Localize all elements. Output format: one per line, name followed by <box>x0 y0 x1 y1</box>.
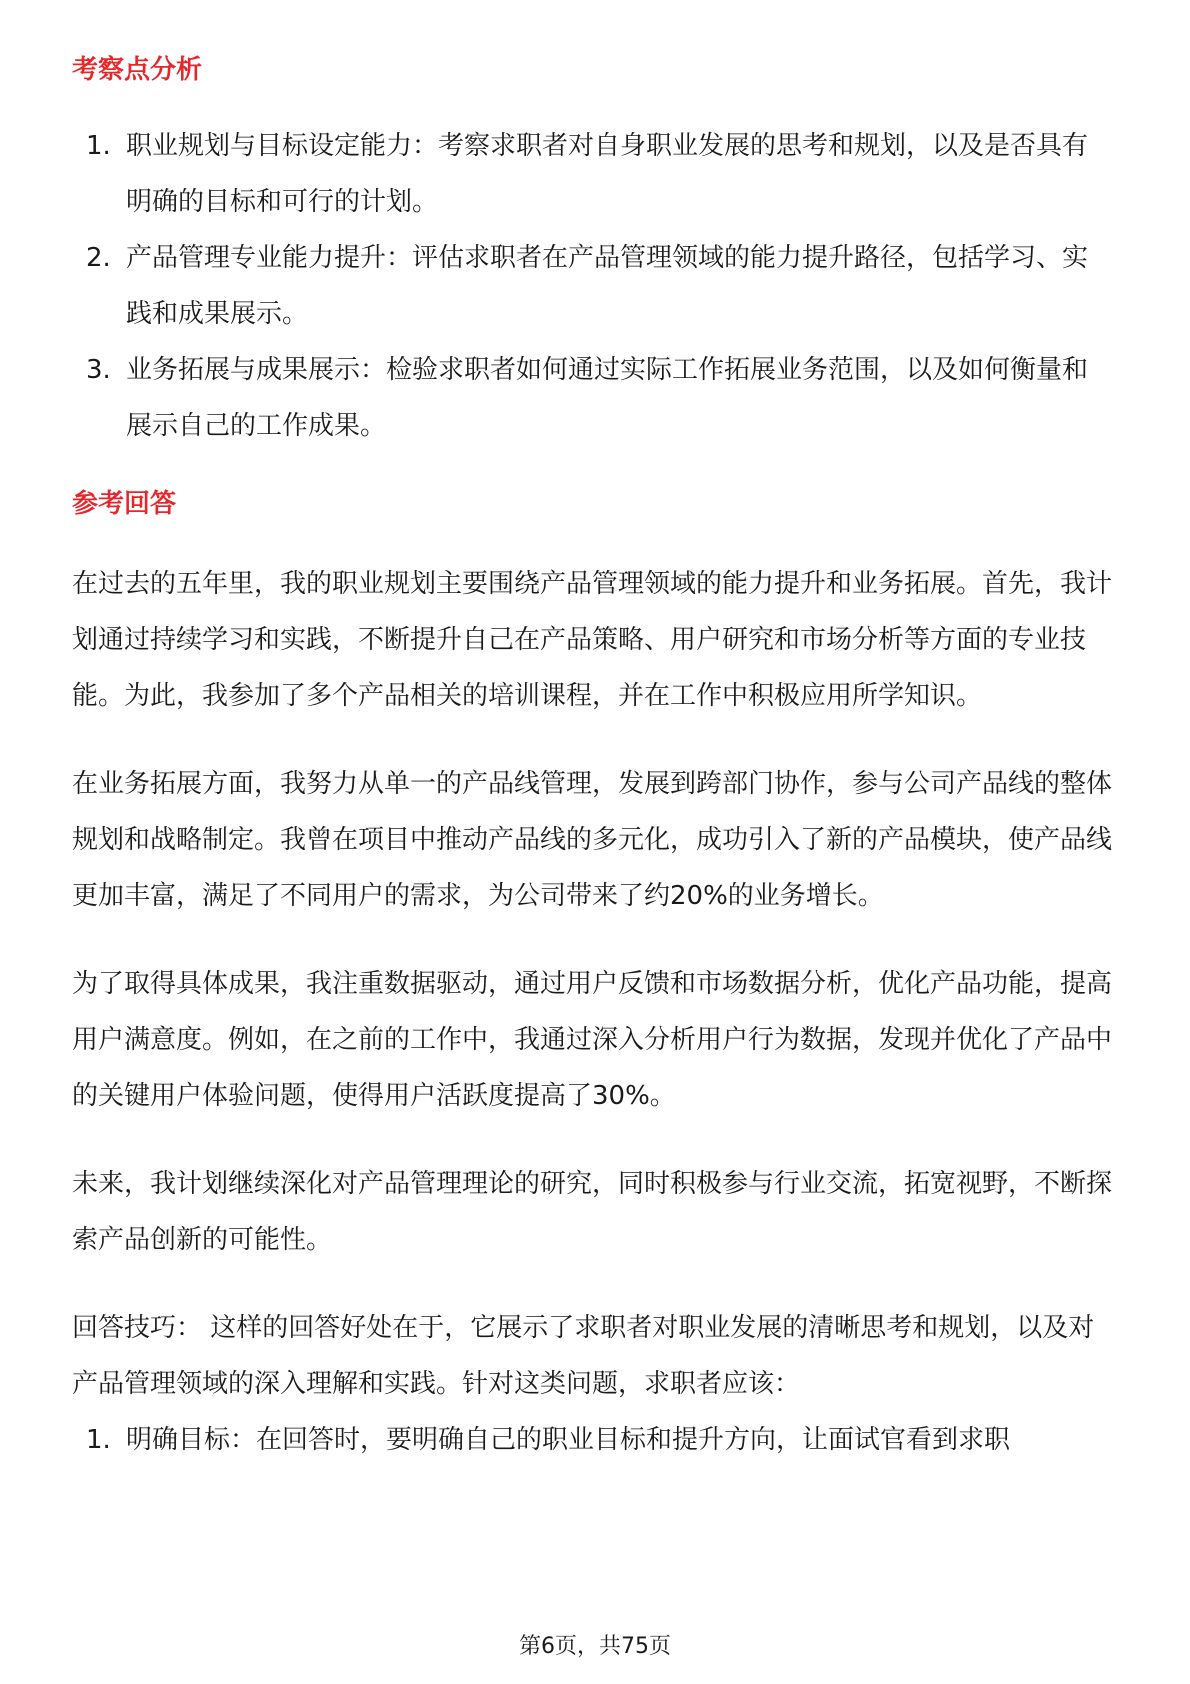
analysis-heading: 考察点分析 <box>72 55 203 85</box>
list-item-number: 3. <box>86 355 111 385</box>
list-item <box>72 230 1112 342</box>
document-content <box>72 50 1112 1468</box>
list-item-number: 2. <box>86 243 111 273</box>
analysis-list <box>72 118 1112 454</box>
answer-paragraph: 未来，我计划继续深化对产品管理理论的研究，同时积极参与行业交流，拓宽视野，不断探索产品创新的可能性。 <box>72 1169 1113 1255</box>
tips-list <box>72 1412 1112 1468</box>
list-item-number: 1. <box>86 131 111 161</box>
page-footer: 第6页，共75页 <box>519 1634 671 1659</box>
list-item <box>72 118 1112 230</box>
list-item-text: 产品管理专业能力提升：评估求职者在产品管理领域的能力提升路径，包括学习、实践和成果展示。 <box>126 243 1089 329</box>
list-item <box>72 1412 1112 1468</box>
answer-paragraph: 在过去的五年里，我的职业规划主要围绕产品管理领域的能力提升和业务拓展。首先，我计划通过持续学习和实践，不断提升自己在产品策略、用户研究和市场分析等方面的专业技能。为此，我参加了多个产品相关的培训课程，并在工作中积极应用所学知识。 <box>72 569 1113 711</box>
list-item-text: 职业规划与目标设定能力：考察求职者对自身职业发展的思考和规划，以及是否具有明确的目标和可行的计划。 <box>126 131 1089 217</box>
list-item-text: 明确目标：在回答时，要明确自己的职业目标和提升方向，让面试官看到求职 <box>126 1425 1011 1455</box>
answer-paragraph: 在业务拓展方面，我努力从单一的产品线管理，发展到跨部门协作，参与公司产品线的整体规划和战略制定。我曾在项目中推动产品线的多元化，成功引入了新的产品模块，使产品线更加丰富，满足了不同用户的需求，为公司带来了约20%的业务增长。 <box>72 769 1113 911</box>
answer-heading: 参考回答 <box>72 489 177 519</box>
list-item <box>72 342 1112 454</box>
list-item-number: 1. <box>86 1425 111 1455</box>
list-item-text: 业务拓展与成果展示：检验求职者如何通过实际工作拓展业务范围，以及如何衡量和展示自己的工作成果。 <box>126 355 1089 441</box>
answer-tips-paragraph: 回答技巧： 这样的回答好处在于，它展示了求职者对职业发展的清晰思考和规划，以及对产品管理领域的深入理解和实践。针对这类问题，求职者应该： <box>72 1313 1095 1399</box>
answer-paragraph: 为了取得具体成果，我注重数据驱动，通过用户反馈和市场数据分析，优化产品功能，提高用户满意度。例如，在之前的工作中，我通过深入分析用户行为数据，发现并优化了产品中的关键用户体验问题，使得用户活跃度提高了30%。 <box>72 969 1113 1111</box>
